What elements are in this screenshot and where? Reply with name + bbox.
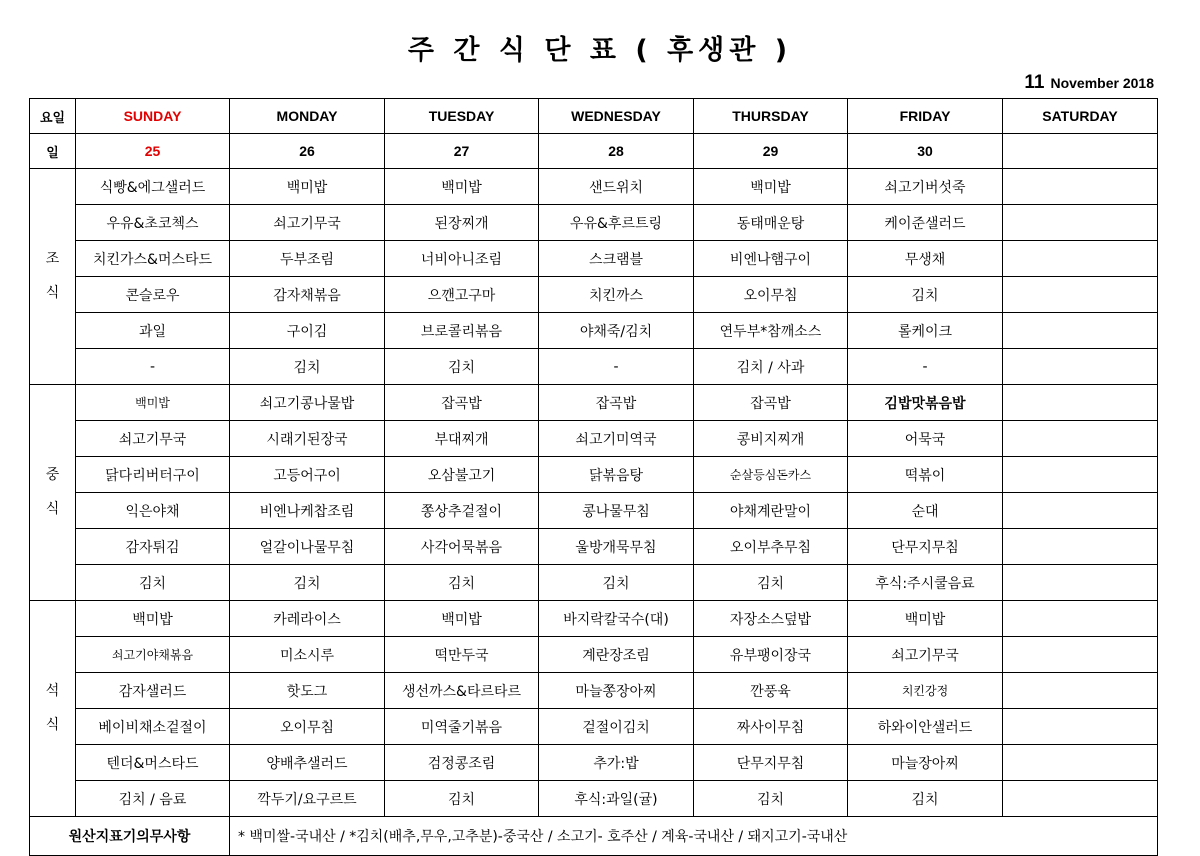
menu-cell: 식빵&에그샐러드 (76, 169, 230, 205)
breakfast-row (30, 169, 1158, 205)
lunch-row (30, 385, 1158, 421)
menu-cell: 김치 (76, 565, 230, 601)
date-line (1024, 72, 1154, 94)
dinner-row (30, 601, 1158, 637)
page-title: 주 간 식 단 표 ( 후생관 ) (407, 35, 793, 66)
date-saturday (1003, 134, 1158, 169)
breakfast-row (30, 205, 1158, 241)
menu-cell: 비엔나케찹조림 (230, 493, 385, 529)
menu-cell: 김치 (694, 781, 848, 817)
menu-cell (1003, 457, 1158, 493)
date-monday: 26 (230, 134, 385, 169)
date-day: 11 (1024, 72, 1045, 93)
menu-cell: 짜사이무침 (694, 709, 848, 745)
menu-cell: 김치 / 사과 (694, 349, 848, 385)
menu-cell: 무생채 (848, 241, 1003, 277)
breakfast-row (30, 313, 1158, 349)
menu-cell: 백미밥 (385, 601, 539, 637)
menu-cell: 핫도그 (230, 673, 385, 709)
menu-cell: 바지락칼국수(대) (539, 601, 694, 637)
menu-cell: 야채죽/김치 (539, 313, 694, 349)
menu-cell (1003, 601, 1158, 637)
menu-cell: 하와이안샐러드 (848, 709, 1003, 745)
menu-cell: 비엔나햄구이 (694, 241, 848, 277)
menu-cell: 백미밥 (230, 169, 385, 205)
menu-cell: 쇠고기무국 (76, 421, 230, 457)
menu-cell: 과일 (76, 313, 230, 349)
menu-cell: 오이무침 (230, 709, 385, 745)
menu-cell: 김치 (385, 781, 539, 817)
menu-cell: 김치 (848, 781, 1003, 817)
menu-cell: 단무지무침 (848, 529, 1003, 565)
weekday-label: 요일 (30, 99, 76, 134)
date-wednesday: 28 (539, 134, 694, 169)
menu-cell (1003, 781, 1158, 817)
menu-cell: 쇠고기버섯죽 (848, 169, 1003, 205)
menu-cell: 쇠고기미역국 (539, 421, 694, 457)
menu-cell: 오이무침 (694, 277, 848, 313)
menu-cell: 연두부*참깨소스 (694, 313, 848, 349)
menu-cell: 추가:밥 (539, 745, 694, 781)
menu-cell: 구이김 (230, 313, 385, 349)
menu-cell: 순살등심돈카스 (694, 457, 848, 493)
menu-cell: 우유&초코첵스 (76, 205, 230, 241)
menu-cell: 단무지무침 (694, 745, 848, 781)
date-label: 일 (30, 134, 76, 169)
menu-cell: 쇠고기콩나물밥 (230, 385, 385, 421)
breakfast-row (30, 277, 1158, 313)
menu-cell (1003, 277, 1158, 313)
menu-cell (1003, 529, 1158, 565)
lunch-row (30, 457, 1158, 493)
menu-cell: 시래기된장국 (230, 421, 385, 457)
menu-cell: 검정콩조림 (385, 745, 539, 781)
menu-cell: 쫑상추겉절이 (385, 493, 539, 529)
menu-cell: 김치 (230, 565, 385, 601)
lunch-row (30, 421, 1158, 457)
menu-cell (1003, 385, 1158, 421)
menu-cell (1003, 241, 1158, 277)
menu-cell: 콘슬로우 (76, 277, 230, 313)
menu-cell: 잡곡밥 (539, 385, 694, 421)
breakfast-row (30, 349, 1158, 385)
menu-cell: - (539, 349, 694, 385)
menu-cell (1003, 349, 1158, 385)
menu-body (30, 99, 1158, 856)
lunch-row (30, 565, 1158, 601)
menu-cell: 양배추샐러드 (230, 745, 385, 781)
menu-cell (1003, 169, 1158, 205)
menu-cell: 깍두기/요구르트 (230, 781, 385, 817)
breakfast-label-char: 조 (45, 250, 60, 267)
weekday-header-row (30, 99, 1158, 134)
menu-cell: 사각어묵볶음 (385, 529, 539, 565)
menu-cell: 후식:주시쿨음료 (848, 565, 1003, 601)
date-thursday: 29 (694, 134, 848, 169)
lunch-label-char: 중 (45, 466, 60, 483)
menu-cell: 베이비채소겉절이 (76, 709, 230, 745)
menu-cell: 텐더&머스타드 (76, 745, 230, 781)
date-month-year: November 2018 (1050, 75, 1154, 91)
menu-cell: 미역줄기볶음 (385, 709, 539, 745)
menu-cell: 익은야채 (76, 493, 230, 529)
menu-cell: 백미밥 (385, 169, 539, 205)
breakfast-label-char: 식 (45, 284, 60, 301)
menu-cell: 자장소스덮밥 (694, 601, 848, 637)
day-friday: FRIDAY (848, 99, 1003, 134)
menu-cell: 스크램블 (539, 241, 694, 277)
menu-cell: 생선까스&타르타르 (385, 673, 539, 709)
menu-cell: 백미밥 (694, 169, 848, 205)
menu-cell: 백미밥 (76, 601, 230, 637)
menu-cell: 브로콜리볶음 (385, 313, 539, 349)
day-saturday: SATURDAY (1003, 99, 1158, 134)
menu-cell: 김치 (848, 277, 1003, 313)
day-wednesday: WEDNESDAY (539, 99, 694, 134)
dinner-row (30, 745, 1158, 781)
menu-cell: 야채계란말이 (694, 493, 848, 529)
menu-cell: 울방개묵무침 (539, 529, 694, 565)
breakfast-label (30, 169, 76, 385)
breakfast-row (30, 241, 1158, 277)
date-sunday: 25 (76, 134, 230, 169)
lunch-label-char: 식 (45, 500, 60, 517)
menu-cell: 계란장조림 (539, 637, 694, 673)
menu-cell: 얼갈이나물무침 (230, 529, 385, 565)
dinner-label (30, 601, 76, 817)
lunch-label (30, 385, 76, 601)
menu-cell (1003, 745, 1158, 781)
menu-cell: 쇠고기무국 (848, 637, 1003, 673)
weekly-menu-table (29, 98, 1158, 856)
menu-cell: 우유&후르트링 (539, 205, 694, 241)
menu-cell: 쇠고기무국 (230, 205, 385, 241)
dinner-row (30, 781, 1158, 817)
date-friday: 30 (848, 134, 1003, 169)
menu-cell: 김치 (230, 349, 385, 385)
menu-cell: 부대찌개 (385, 421, 539, 457)
menu-cell (1003, 313, 1158, 349)
menu-cell: 오이부추무침 (694, 529, 848, 565)
menu-cell: 케이준샐러드 (848, 205, 1003, 241)
menu-cell: 롤케이크 (848, 313, 1003, 349)
menu-cell: 두부조림 (230, 241, 385, 277)
lunch-row (30, 493, 1158, 529)
menu-cell: 닭다리버터구이 (76, 457, 230, 493)
menu-cell: 깐풍육 (694, 673, 848, 709)
menu-cell: 카레라이스 (230, 601, 385, 637)
menu-cell: 김밥맛볶음밥 (848, 385, 1003, 421)
menu-cell: 김치 (539, 565, 694, 601)
menu-cell: 마늘쫑장아찌 (539, 673, 694, 709)
menu-cell: 치킨가스&머스타드 (76, 241, 230, 277)
dinner-row (30, 709, 1158, 745)
dinner-label-char: 석 (45, 682, 60, 699)
menu-cell: 미소시루 (230, 637, 385, 673)
menu-cell: 떡만두국 (385, 637, 539, 673)
menu-cell: 떡볶이 (848, 457, 1003, 493)
menu-cell: 콩나물무침 (539, 493, 694, 529)
menu-cell (1003, 205, 1158, 241)
menu-cell: 백미밥 (848, 601, 1003, 637)
menu-cell: 마늘장아찌 (848, 745, 1003, 781)
origin-notice-label: 원산지표기의무사항 (30, 817, 230, 856)
menu-cell: 순대 (848, 493, 1003, 529)
menu-cell: 감자샐러드 (76, 673, 230, 709)
menu-cell: 김치 / 음료 (76, 781, 230, 817)
menu-cell: 겉절이김치 (539, 709, 694, 745)
lunch-row (30, 529, 1158, 565)
menu-cell: 후식:과일(귤) (539, 781, 694, 817)
menu-cell: 쇠고기야채볶음 (76, 637, 230, 673)
menu-cell: 김치 (385, 565, 539, 601)
menu-cell: 치킨강정 (848, 673, 1003, 709)
menu-cell: 너비아니조림 (385, 241, 539, 277)
menu-cell: 치킨까스 (539, 277, 694, 313)
origin-notice-text: * 백미쌀-국내산 / *김치(배추,무우,고추분)-중국산 / 소고기- 호주산 / 계육-국내산 / 돼지고기-국내산 (230, 817, 1158, 856)
menu-cell: 동태매운탕 (694, 205, 848, 241)
menu-cell: 닭볶음탕 (539, 457, 694, 493)
menu-cell: 백미밥 (76, 385, 230, 421)
dinner-row (30, 673, 1158, 709)
dinner-label-char: 식 (45, 716, 60, 733)
menu-cell: 잡곡밥 (385, 385, 539, 421)
menu-cell (1003, 673, 1158, 709)
menu-cell: 김치 (385, 349, 539, 385)
day-tuesday: TUESDAY (385, 99, 539, 134)
menu-cell: 어묵국 (848, 421, 1003, 457)
menu-cell: 콩비지찌개 (694, 421, 848, 457)
menu-cell: 오삼불고기 (385, 457, 539, 493)
menu-cell (1003, 493, 1158, 529)
date-header-row (30, 134, 1158, 169)
day-monday: MONDAY (230, 99, 385, 134)
menu-cell: 샌드위치 (539, 169, 694, 205)
menu-cell: 잡곡밥 (694, 385, 848, 421)
menu-cell (1003, 421, 1158, 457)
menu-cell (1003, 637, 1158, 673)
menu-cell: - (848, 349, 1003, 385)
menu-cell: 김치 (694, 565, 848, 601)
day-thursday: THURSDAY (694, 99, 848, 134)
menu-cell: 으깬고구마 (385, 277, 539, 313)
menu-cell: 유부팽이장국 (694, 637, 848, 673)
menu-cell: 된장찌개 (385, 205, 539, 241)
menu-cell: - (76, 349, 230, 385)
dinner-row (30, 637, 1158, 673)
date-tuesday: 27 (385, 134, 539, 169)
menu-cell: 감자채볶음 (230, 277, 385, 313)
menu-cell: 감자튀김 (76, 529, 230, 565)
day-sunday: SUNDAY (76, 99, 230, 134)
menu-cell (1003, 709, 1158, 745)
menu-cell (1003, 565, 1158, 601)
menu-cell: 고등어구이 (230, 457, 385, 493)
